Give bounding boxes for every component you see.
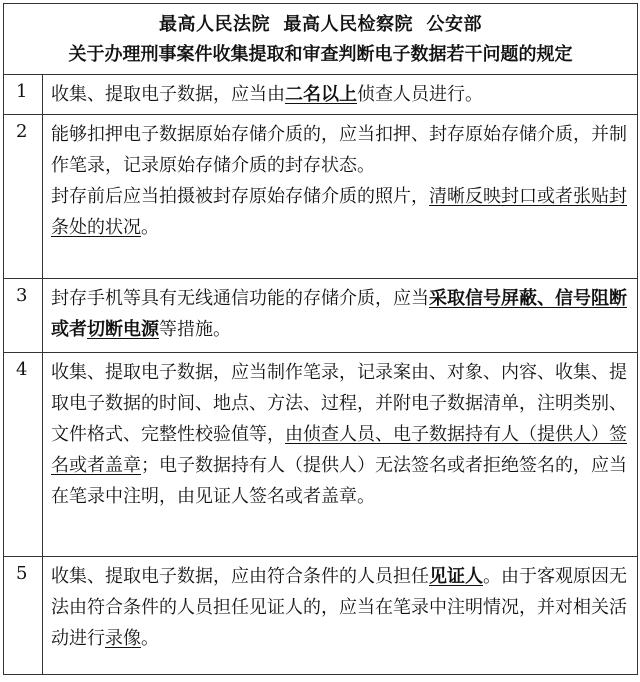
paragraph: 能够扣押电子数据原始存储介质的，应当扣押、封存原始存储介质，并制作笔录，记录原始存储介质的封存状态。 <box>51 124 627 176</box>
bold-text: 或者 <box>51 319 87 340</box>
issuing-agencies: 最高人民法院 最高人民检察院 公安部 <box>158 14 483 35</box>
emphasis-text: 二名以上 <box>285 84 357 105</box>
emphasis-text: 录像 <box>105 628 141 649</box>
paragraph <box>51 357 631 512</box>
row-content <box>43 115 638 279</box>
row-number: 4 <box>4 353 43 557</box>
paragraph <box>51 79 631 110</box>
text-run: 等措施。 <box>159 319 231 340</box>
paragraph <box>51 181 631 243</box>
emphasis-text: 清晰反映封口或者张贴封条处的状况 <box>51 186 627 238</box>
text-run: 收集、提取电子数据，应当制作笔录，记录案由、对象、内容、收集、提取电子数据的时间、地点、方法、过程，并附电子数据清单，注明类别、文件格式、完整性校验值等， <box>51 362 627 445</box>
regulation-table <box>3 3 638 675</box>
text-run: 封存手机等具有无线通信功能的存储介质，应当 <box>51 288 429 309</box>
text-run: 侦查人员进行。 <box>357 84 483 105</box>
row-content <box>43 353 638 557</box>
table-row <box>4 75 638 115</box>
header-cell <box>4 4 638 75</box>
row-content <box>43 75 638 115</box>
text-run: 。 <box>141 217 159 238</box>
text-run: 封存前后应当拍摄被封存原始存储介质的照片， <box>51 186 429 207</box>
regulation-document <box>3 3 637 675</box>
text-run: ；电子数据持有人（提供人）无法签名或者拒绝签名的，应当在笔录中注明，由见证人签名或者盖章。 <box>51 455 627 507</box>
text-run: 收集、提取电子数据，应当由 <box>51 84 285 105</box>
text-run: 。由于客观原因无法由符合条件的人员担任见证人的，应当在笔录中注明情况，并对相关活动进行 <box>51 566 627 649</box>
row-number: 1 <box>4 75 43 115</box>
table-row <box>4 115 638 279</box>
header-row <box>4 4 638 75</box>
emphasis-text: 由侦查人员、电子数据持有人（提供人）签名或者盖章 <box>51 424 627 476</box>
emphasis-text: 切断电源 <box>87 319 159 340</box>
table-row <box>4 353 638 557</box>
paragraph <box>51 561 631 654</box>
row-number: 2 <box>4 115 43 279</box>
table-row <box>4 557 638 675</box>
row-content <box>43 279 638 353</box>
table-row <box>4 279 638 353</box>
row-number: 5 <box>4 557 43 675</box>
emphasis-text: 见证人 <box>429 566 483 587</box>
row-number: 3 <box>4 279 43 353</box>
text-run: 收集、提取电子数据，应由符合条件的人员担任 <box>51 566 429 587</box>
paragraph <box>51 283 631 345</box>
text-run: 。 <box>141 628 159 649</box>
row-content <box>43 557 638 675</box>
emphasis-text: 采取信号屏蔽、信号阻断 <box>429 288 627 309</box>
document-title: 关于办理刑事案件收集提取和审查判断电子数据若干问题的规定 <box>68 44 573 65</box>
